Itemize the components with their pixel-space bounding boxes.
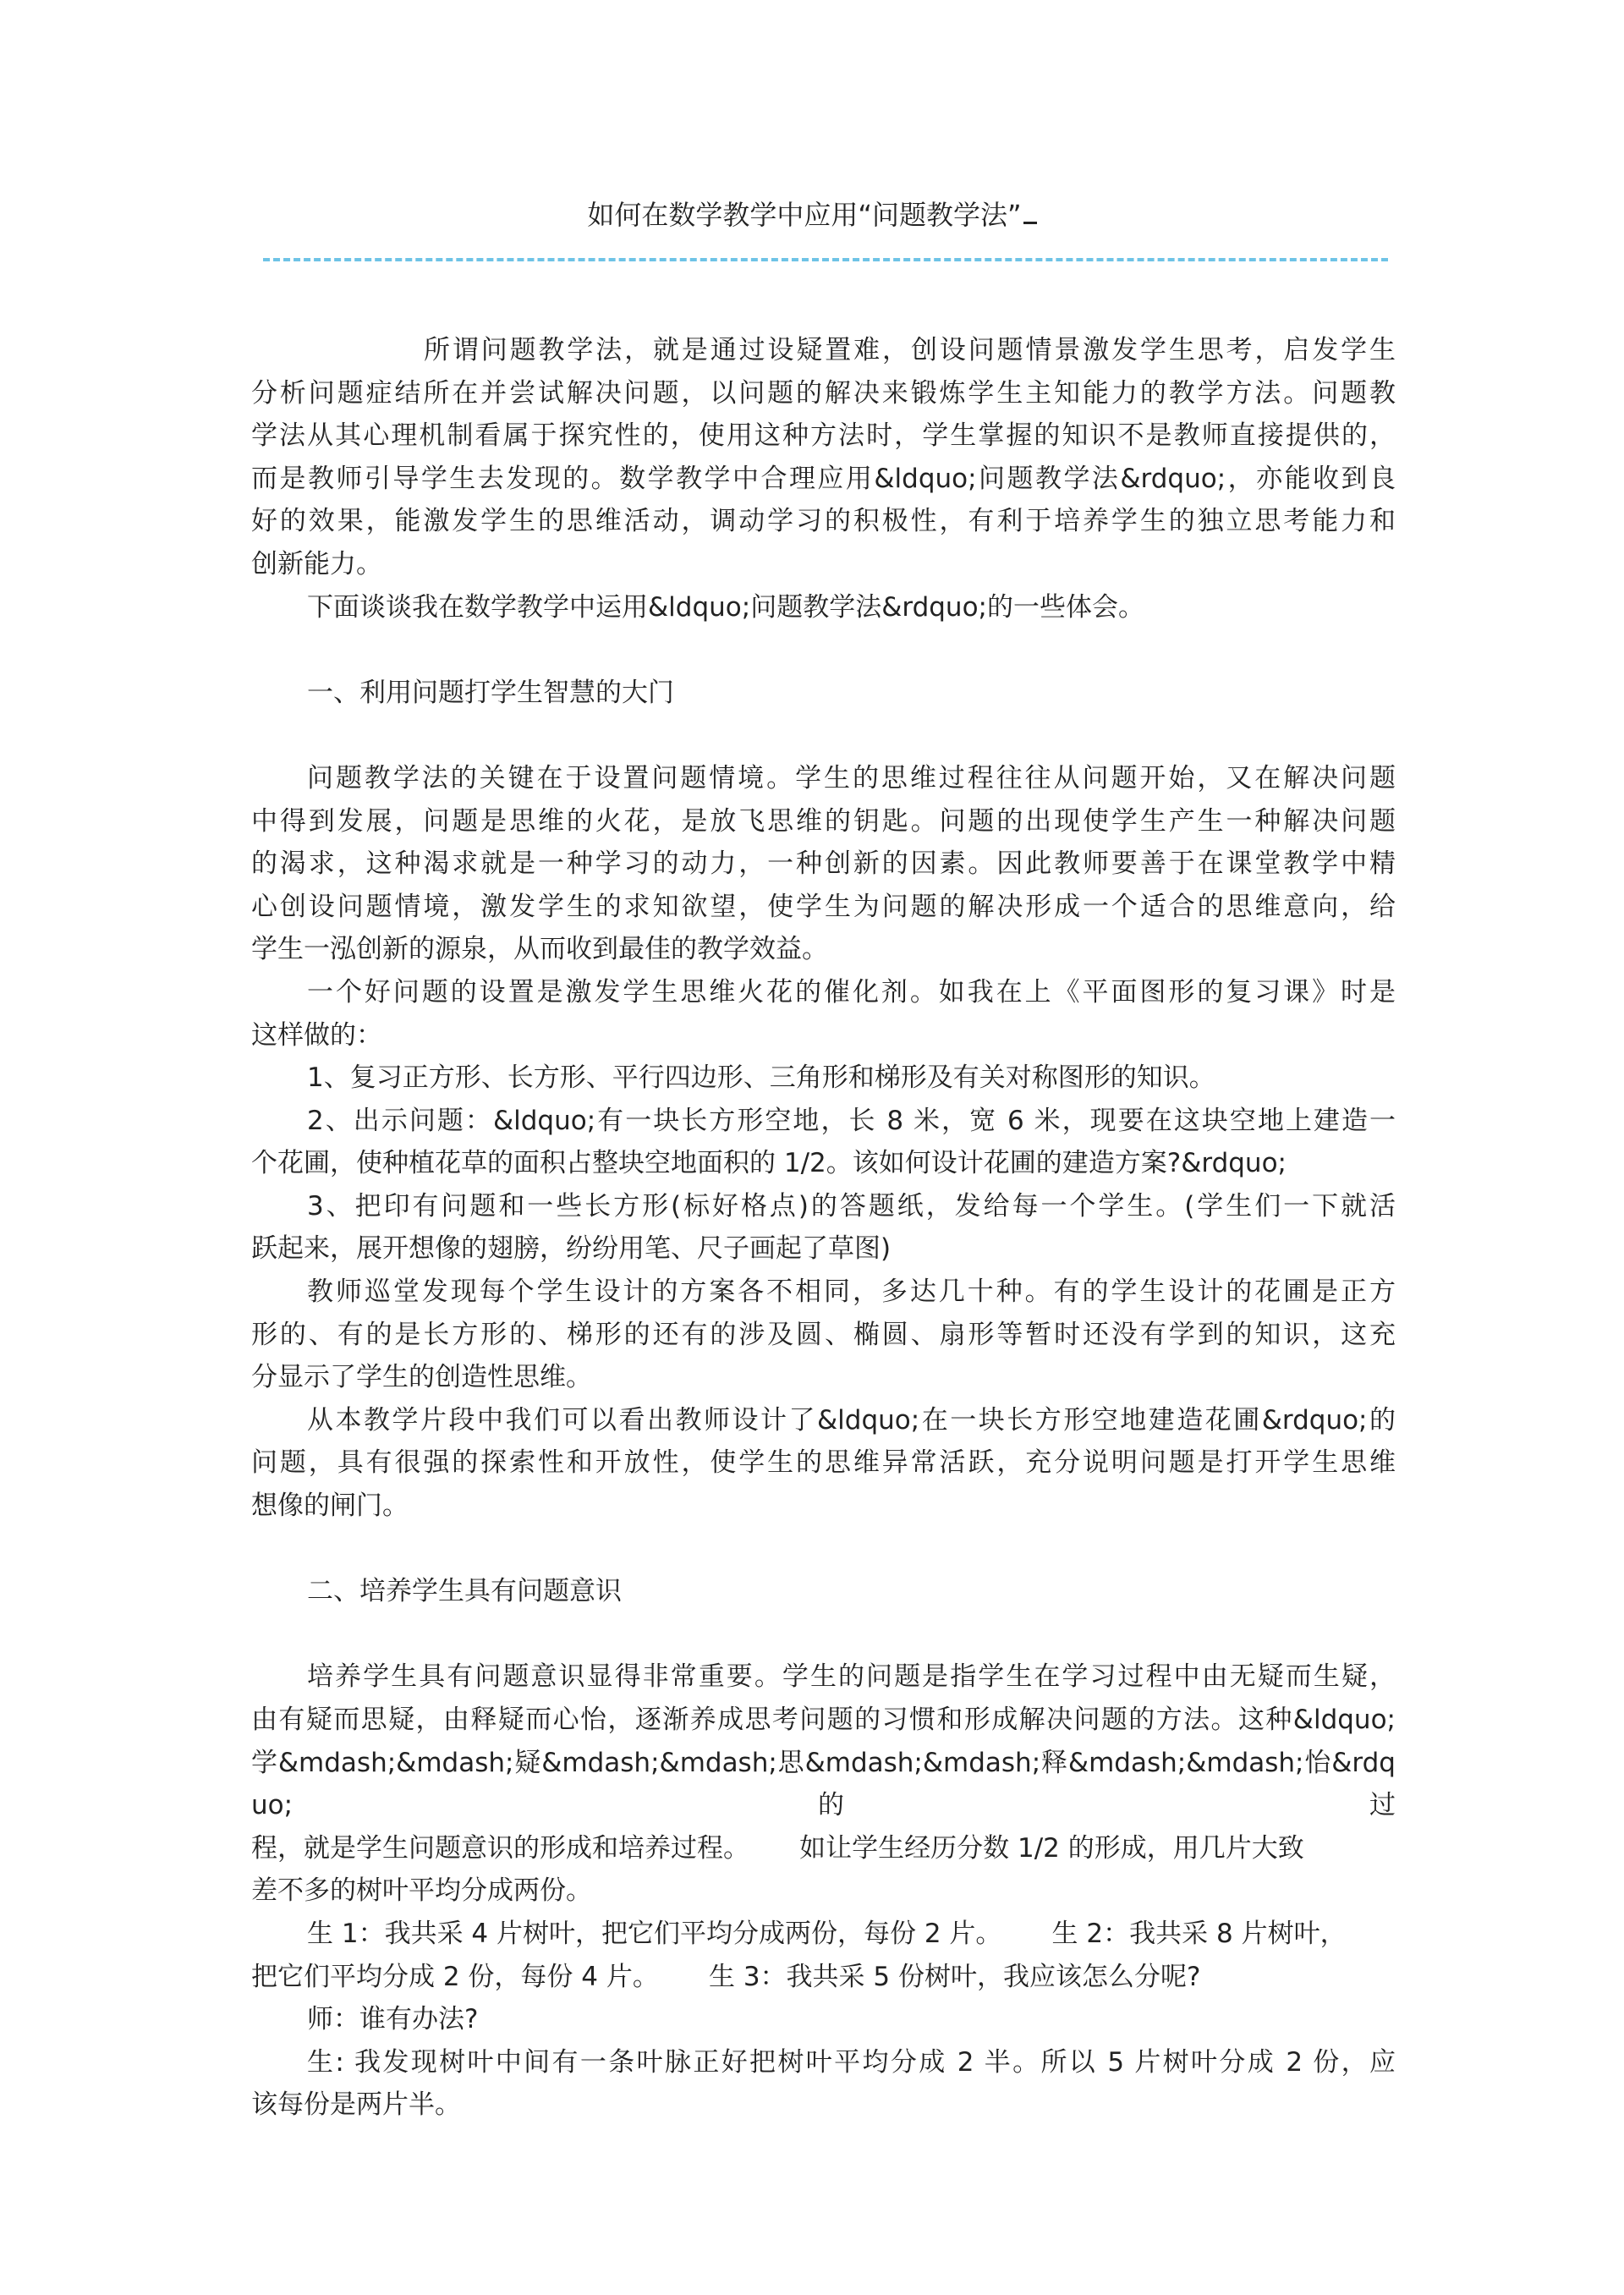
text-line: 生: 我发现树叶中间有一条叶脉正好把树叶平均分成 2 半。所以 5 片树叶分成 2 份，应: [307, 2046, 1396, 2078]
text-line: 该每份是两片半。: [251, 2089, 461, 2121]
paragraph: [251, 1655, 1396, 1913]
text-line: 把它们平均分成 2 份，每份 4 片。 生 3：我共采 5 份树叶，我应该怎么分呢?: [251, 1961, 1201, 1992]
paragraph: [251, 1913, 1396, 1998]
text-line: 心创设问题情境，激发学生的求知欲望，使学生为问题的解决形成一个适合的思维意向，给: [251, 891, 1396, 922]
text-line: 下面谈谈我在数学教学中运用&ldquo;问题教学法&rdquo;的一些体会。: [307, 591, 1144, 623]
text-line: 3、把印有问题和一些长方形(标好格点)的答题纸，发给每一个学生。(学生们一下就活: [307, 1190, 1396, 1222]
document-title: 如何在数学教学中应用“问题教学法”: [0, 196, 1624, 233]
text-line: 创新能力。: [251, 548, 382, 579]
paragraph: [251, 2041, 1396, 2127]
blank-line: [251, 629, 1396, 672]
text-cursor: [1023, 222, 1037, 224]
text-line: 问题教学法的关键在于设置问题情境。学生的思维过程往往从问题开始，又在解决问题: [307, 762, 1396, 793]
paragraph: [251, 1057, 1396, 1100]
paragraph: [251, 329, 1396, 586]
text-line: 从本教学片段中我们可以看出教师设计了&ldquo;在一块长方形空地建造花圃&rdquo;的: [307, 1404, 1396, 1436]
text-line: 一个好问题的设置是激发学生思维火花的催化剂。如我在上《平面图形的复习课》时是: [307, 976, 1396, 1007]
text-line: 教师巡堂发现每个学生设计的方案各不相同，多达几十种。有的学生设计的花圃是正方: [307, 1277, 1396, 1308]
title-divider: [263, 258, 1388, 261]
text-line: 由有疑而思疑，由释疑而心怡，逐渐养成思考问题的习惯和形成解决问题的方法。这种&ldquo;: [251, 1705, 1396, 1735]
text-line: 分析问题症结所在并尝试解决问题，以问题的解决来锻炼学生主知能力的教学方法。问题教: [251, 377, 1396, 409]
document-body: [251, 329, 1396, 2127]
text-line: 个花圃，使种植花草的面积占整块空地面积的 1/2。该如何设计花圃的建造方案?&rdquo;: [251, 1148, 1287, 1179]
section-heading: 一、利用问题打学生智慧的大门: [307, 677, 674, 708]
text-line: 学生一泓创新的源泉，从而收到最佳的教学效益。: [251, 934, 828, 965]
text-line: 1、复习正方形、长方形、平行四边形、三角形和梯形及有关对称图形的知识。: [307, 1062, 1215, 1094]
text-line: 中得到发展，问题是思维的火花，是放飞思维的钥匙。问题的出现使学生产生一种解决问题: [251, 805, 1396, 837]
text-line: 分显示了学生的创造性思维。: [251, 1362, 592, 1393]
paragraph: [251, 1185, 1396, 1271]
section-heading: 二、培养学生具有问题意识: [307, 1576, 622, 1607]
text-line: 问题，具有很强的探索性和开放性，使学生的思维异常活跃，充分说明问题是打开学生思维: [251, 1447, 1396, 1479]
text-line: 这样做的：: [251, 1019, 382, 1051]
text-line: 程，就是学生问题意识的形成和培养过程。 如让学生经历分数 1/2 的形成，用几片大致: [251, 1832, 1304, 1864]
blank-line: [251, 1613, 1396, 1656]
text-line: 跃起来，展开想像的翅膀，纷纷用笔、尺子画起了草图): [251, 1233, 892, 1265]
text-line: 的渴求，这种渴求就是一种学习的动力，一种创新的因素。因此教师要善于在课堂教学中精: [251, 848, 1396, 880]
text-line: 形的、有的是长方形的、梯形的还有的涉及圆、椭圆、扇形等暂时还没有学到的知识，这充: [251, 1319, 1396, 1350]
text-line: 2、出示问题：&ldquo;有一块长方形空地，长 8 米，宽 6 米，现要在这块空地上建造一: [307, 1105, 1396, 1136]
paragraph: [251, 757, 1396, 971]
text-line: 培养学生具有问题意识显得非常重要。学生的问题是指学生在学习过程中由无疑而生疑，: [307, 1661, 1396, 1693]
text-line: 生 1：我共采 4 片树叶，把它们平均分成两份，每份 2 片。 生 2：我共采 8 片树叶，: [307, 1918, 1347, 1949]
text-line: 学法从其心理机制看属于探究性的，使用这种方法时，学生掌握的知识不是教师直接提供的，: [251, 420, 1396, 452]
paragraph: [251, 1271, 1396, 1399]
text-line: 师：谁有办法?: [307, 2004, 479, 2035]
paragraph: [251, 1998, 1396, 2041]
paragraph: [251, 586, 1396, 629]
text-line: 差不多的树叶平均分成两份。: [251, 1875, 592, 1907]
text-line: 学&mdash;&mdash;疑&mdash;&mdash;思&mdash;&mdash;释&mdash;&mdash;怡&rdquo;的过: [251, 1747, 1396, 1821]
paragraph: [251, 1100, 1396, 1185]
text-line: 好的效果，能激发学生的思维活动，调动学习的积极性，有利于培养学生的独立思考能力和: [251, 506, 1396, 537]
paragraph: [251, 971, 1396, 1057]
text-line: 想像的闸门。: [251, 1491, 409, 1522]
blank-line: [251, 1528, 1396, 1571]
text-line: 所谓问题教学法，就是通过设疑置难，创设问题情景激发学生思考，启发学生: [424, 335, 1396, 365]
blank-line: [251, 714, 1396, 757]
paragraph: [251, 1399, 1396, 1528]
text-line: 而是教师引导学生去发现的。数学教学中合理应用&ldquo;问题教学法&rdquo;，亦能收到良: [251, 463, 1396, 494]
